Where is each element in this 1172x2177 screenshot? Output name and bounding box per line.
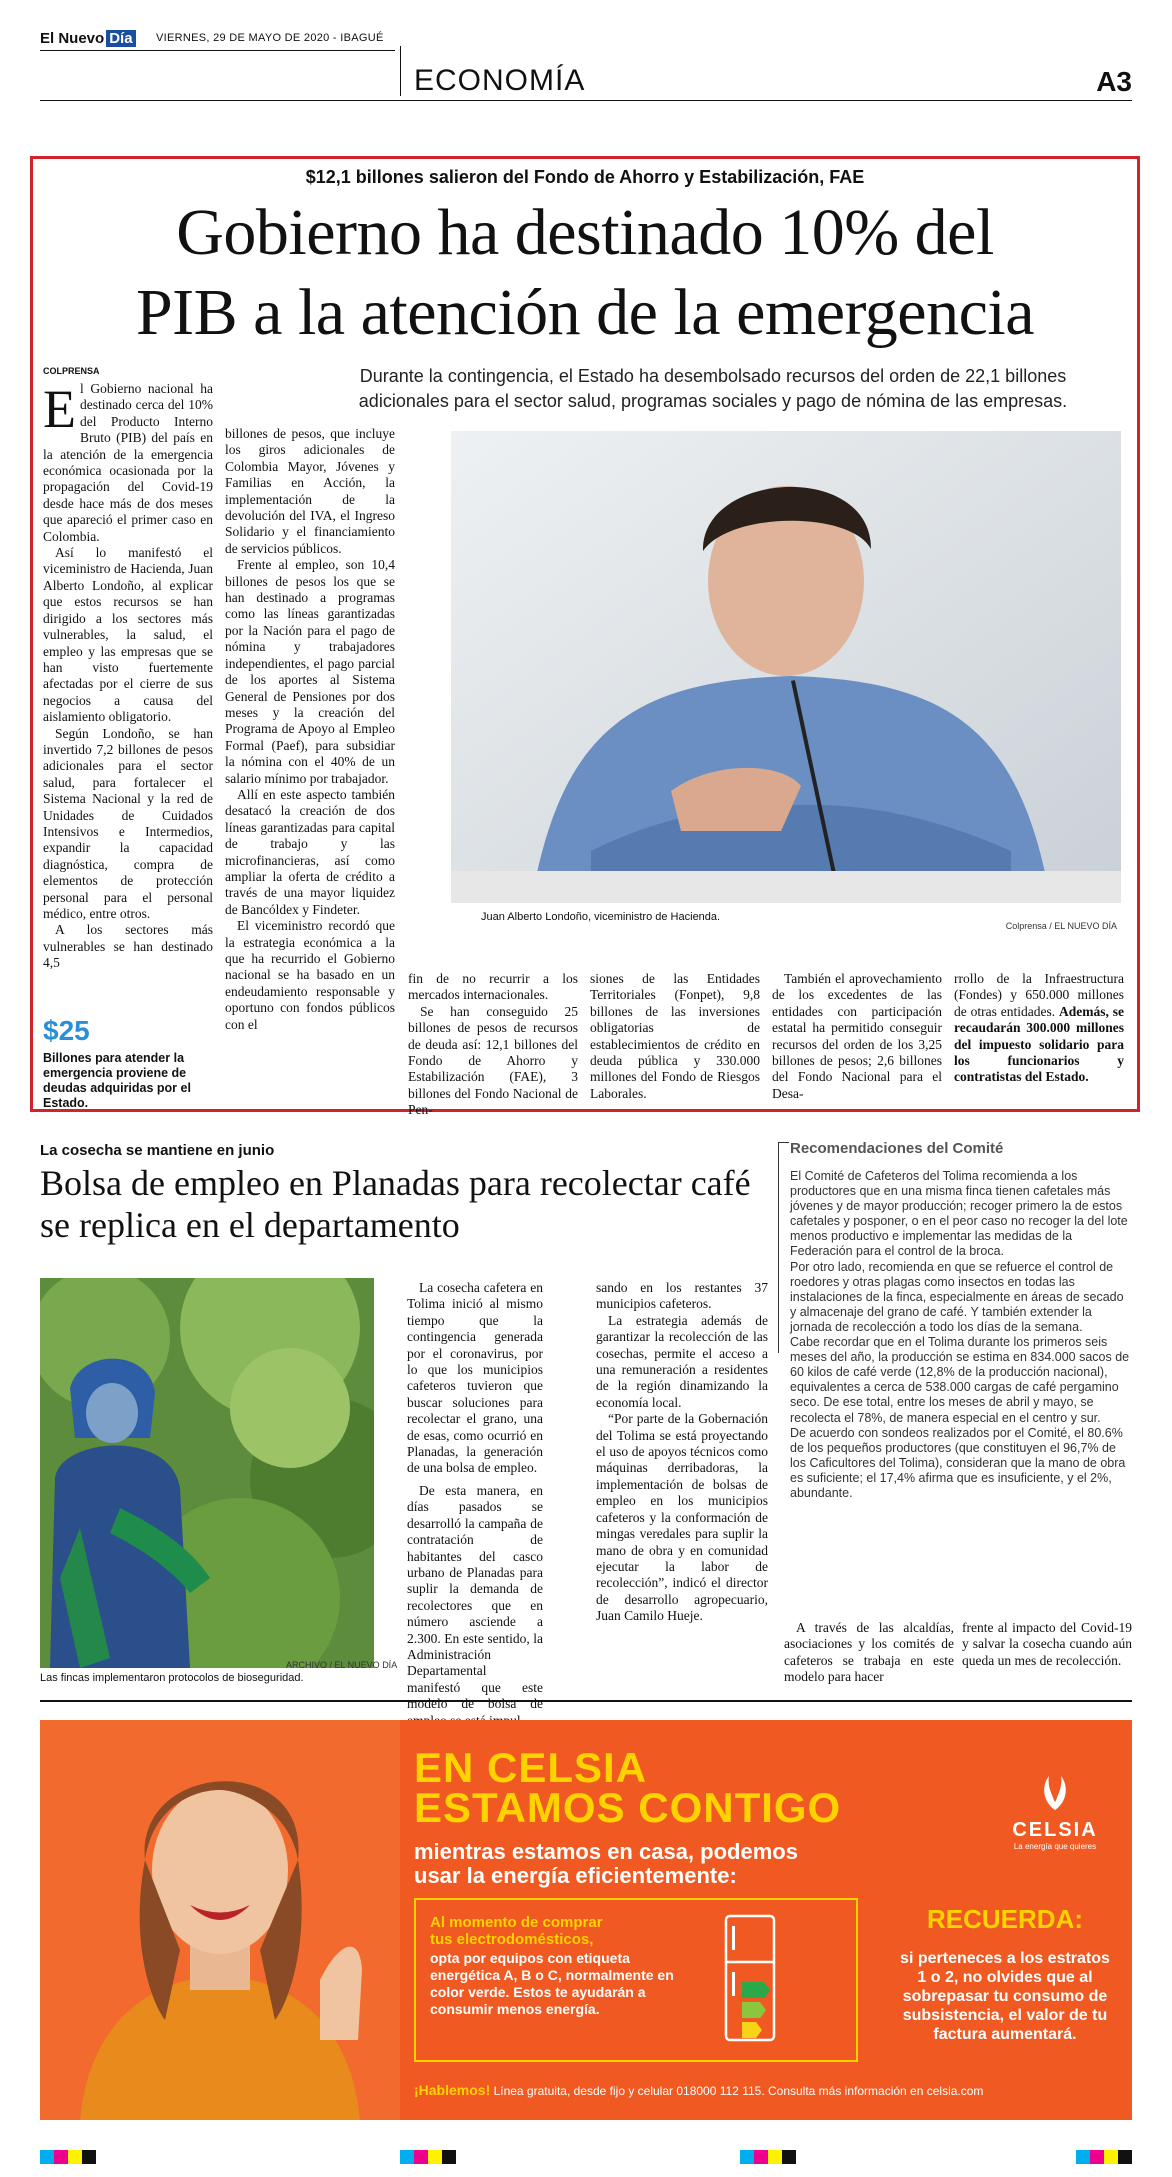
paragraph: Allí en este aspecto también desatacó la creación de dos líneas garantizadas para capital de trabajo y las microfinancieras, así como ampliar la oferta de crédito a través de una mayor liquidez de Bancóldex y Findeter. — [225, 786, 395, 917]
paragraph: billones de pesos, que incluye los giros adicionales de Colombia Mayor, Jóvenes y Familias en Acción, la implementación de la devolución del IVA, el Ingreso Solidario y el financiamiento de servicios públicos. — [225, 426, 395, 556]
byline: COLPRENSA — [43, 366, 100, 376]
paragraph: La estrategia además de garantizar la recolección de las cosechas, permite el acceso a una remuneración a residentes de la región dinamizando la economía local. — [596, 1312, 768, 1410]
story2-column-2 — [596, 1280, 768, 1625]
ad-title-line-1: EN CELSIA — [414, 1744, 648, 1791]
headline-line-2: PIB a la atención de la emergencia — [135, 276, 1035, 349]
sidebar-paragraph: Cabe recordar que en el Tolima durante los primeros seis meses del año, la producción se estima en 834.000 sacos de 60 kilos de café verde (12,8% de la producción nacional), equivalentes a cerca de 538.000 cargas de café pergamino seco. De ese total, entre los meses de abril y mayo, se recolecta el 78%, de manera especial en el centro y sur. — [790, 1335, 1130, 1425]
sidebar-title: Recomendaciones del Comité — [790, 1140, 1004, 1157]
sidebar-paragraph: Por otro lado, recomienda en que se refuerce el control de roedores y otras plagas como insectos en todas las instalaciones de la finca, especialmente en áreas de secado y almacenaje del grano de café. Y también extender la jornada de recolección a todo los días de la semana. — [790, 1259, 1124, 1334]
section-title: ECONOMÍA — [414, 64, 586, 97]
ad-subtitle — [414, 1840, 798, 1888]
story2-kicker: La cosecha se mantiene en junio — [40, 1142, 275, 1159]
sidebar-paragraph: De acuerdo con sondeos realizados por el Comité, el 80.6% de los pequeños productores (que constituyen el 96,7% de los Caficultores del Tolima), consideran que la mano de obra es suficiente; el 17,4% afirma que es insuficiente, y el 2%, abundante. — [790, 1425, 1126, 1500]
figure-description: Billones para atender la emergencia proviene de deudas adquiridas por el Estado. — [43, 1051, 191, 1110]
ad-separator-rule — [40, 1700, 1132, 1702]
celsia-advertisement — [40, 1720, 1132, 2120]
committee-recommendations-sidebar — [790, 1140, 1132, 1501]
ad-title — [414, 1744, 842, 1831]
paragraph: A través de las alcaldías, asociaciones y los comités de cafeteros se trabaja en este modelo para hacer — [784, 1620, 954, 1685]
tip-body: opta por equipos con etiqueta energética A, B o C, normalmente en color verde. Estos te ayudarán a consumir menos energía. — [430, 1950, 674, 2017]
print-color-bar — [40, 2150, 1132, 2164]
sidebar-paragraph: El Comité de Cafeteros del Tolima recomienda a los productores que en una misma finca tienen cafetales más jóvenes y de mayor producción; recoger primero la de estos cafetales y posponer, o en el peor caso no recoger la del lote menos productivo e implementar las medidas de la Federación para el control de la broca. — [790, 1169, 1128, 1259]
viceminister-photo — [451, 431, 1121, 903]
story2-column-4 — [962, 1620, 1132, 1669]
paragraph: Así lo manifestó el viceministro de Hacienda, Juan Alberto Londoño, al explicar que estos recursos se han dirigido a los sectores más vulnerables, la salud, el empleo y las empresas que se han visto fuertemente afectadas por el cierre de sus negocios a causa del aislamiento obligatorio. — [43, 545, 213, 725]
coffee-harvest-photo — [40, 1278, 374, 1668]
photo-credit: Colprensa / EL NUEVO DÍA — [1005, 921, 1117, 931]
paragraph: “Por parte de la Gobernación del Tolima se está proyectando el uso de apoyos técnicos como máquinas derribadoras, la implementación de bolsas de empleo en los municipios cafeteros y la conformación de mingas veredales para suplir la mano de obra y en comunidad ejecutar la labor de recolección”, indicó el director de desarrollo agropecuario, Juan Camilo Hueje. — [596, 1411, 768, 1624]
coffee-picker-image — [40, 1278, 374, 1668]
paragraph: También el aprovechamiento de los excedentes de las entidades con participación estatal ha permitido conseguir recursos del orden de los 3,25 billones de pesos; 2,6 billones del Fondo Nacional para el Desa- — [772, 971, 942, 1101]
paragraph: La cosecha cafetera en Tolima inició al mismo tiempo que la contingencia generada por el coronavirus, por lo que los municipios cafeteros tuvieron que buscar soluciones para recolectar el grano, una de esas, como ocurrió en Planadas, la generación de una bolsa de empleo. — [407, 1280, 543, 1476]
ad-contact-line — [414, 2082, 983, 2098]
paragraph: El viceministro recordó que la estrategia económica a la que ha recurrido el Gobierno nacional se ha basado en un endeudamiento responsable y oportuno con fondos públicos con el — [225, 918, 395, 1032]
paragraph: Según Londoño, se han invertido 7,2 billones de pesos adicionales para el sector salud, para fortalecer el Sistema Nacional y la red de Unidades de Cuidados Intensivos e Intermedios, expandir la capacidad diagnóstica, compra de elementos de protección personal para el personal médico, entre otros. — [43, 725, 213, 921]
logo-tagline: La energía que quieres — [1013, 1842, 1097, 1851]
smiling-woman-image — [40, 1720, 400, 2120]
brand-name-highlight: Día — [106, 30, 135, 47]
masthead-rule — [40, 100, 1132, 101]
page-number: A3 — [1096, 66, 1132, 97]
article-column-1 — [43, 381, 213, 972]
fridge-energy-label-icon — [720, 1912, 780, 2044]
brand-name: El Nuevo — [40, 30, 105, 47]
figure-value: $25 — [43, 1015, 90, 1046]
main-story-kicker: $12,1 billones salieron del Fondo de Ahorro y Estabilización, FAE — [305, 167, 865, 187]
sidebar-bracket — [778, 1142, 789, 1353]
reminder-title: RECUERDA: — [927, 1904, 1083, 1934]
celsia-logo — [1000, 1772, 1110, 1851]
paragraph: l Gobierno nacional ha destinado cerca del 10% del Producto Interno Bruto (PIB) del país en la atención de la emergencia económica ocasionada por la propagación del Covid-19 desde hace más de dos meses que apareció el primer caso en Colombia. — [43, 381, 213, 544]
portrait-image — [451, 431, 1121, 903]
paragraph: Se han conseguido 25 billones de pesos de recursos de deuda así: 12,1 billones del Fondo de Ahorro y Estabilización (FAE), 3 billones del Fondo Nacional de Pen- — [408, 1003, 578, 1118]
newspaper-logo — [40, 30, 136, 47]
ad-subtitle-line-2: usar la energía eficientemente: — [414, 1863, 737, 1888]
tip-heading — [430, 1914, 603, 1948]
section-separator — [400, 46, 401, 96]
article-column-2 — [225, 426, 395, 1033]
tip-heading-line-1: Al momento de comprar — [430, 1914, 603, 1931]
article-column-5 — [772, 971, 942, 1102]
reminder-body: si perteneces a los estratos 1 o 2, no olvides que al sobrepasar tu consumo de subsistencia, el valor de tu factura aumentará. — [900, 1950, 1110, 2043]
celsia-flame-icon — [1033, 1772, 1077, 1812]
paragraph: siones de las Entidades Territoriales (Fonpet), 9,8 billones de las inversiones obligatorias de establecimientos de crédito en deuda pública y 330.000 millones del Fondo de Riesgos Laborales. — [590, 971, 760, 1101]
contact-text: Línea gratuita, desde fijo y celular 018000 112 115. Consulta más información en celsia.com — [490, 2084, 984, 2098]
photo-caption: Las fincas implementaron protocolos de bioseguridad. — [40, 1672, 304, 1684]
photo-credit: ARCHIVO / EL NUEVO DÍA — [286, 1660, 398, 1670]
contact-lead: ¡Hablemos! — [414, 2082, 491, 2098]
main-story-headline — [33, 193, 1137, 353]
drop-cap: E — [43, 379, 76, 439]
headline-line-1: Gobierno ha destinado 10% del — [176, 196, 994, 269]
ad-subtitle-line-1: mientras estamos en casa, podemos — [414, 1839, 798, 1864]
paragraph: De esta manera, en días pasados se desarrolló la campaña de contratación de habitantes del casco urbano de Planadas para suplir la demanda de recolectores que en número asciende a 2.300. En este sentido, la Administración Departamental manifestó que este modelo de bolsa de — [407, 1482, 543, 1712]
tip-heading-line-2: tus electrodomésticos, — [430, 1931, 594, 1948]
dateline: VIERNES, 29 DE MAYO DE 2020 - IBAGUÉ — [156, 32, 384, 44]
article-column-4 — [590, 971, 760, 1102]
bold-paragraph: Además, se recaudarán 300.000 millones del impuesto solidario para los funcionarios y contratistas del Estado. — [954, 1003, 1125, 1085]
photo-caption: Juan Alberto Londoño, viceministro de Hacienda. — [481, 911, 721, 923]
story2-column-1 — [407, 1280, 543, 1729]
appliance-tip-box — [414, 1898, 858, 2062]
paragraph: frente al impacto del Covid-19 y salvar la cosecha cuando aún queda un mes de recolección. — [962, 1620, 1132, 1668]
top-rule — [40, 50, 395, 51]
main-story-box — [30, 156, 1140, 1118]
reminder-block — [900, 1904, 1110, 2044]
story2-headline: Bolsa de empleo en Planadas para recolectar café se replica en el departamento — [40, 1163, 751, 1245]
article-column-6 — [954, 971, 1124, 1086]
main-story-subhead: Durante la contingencia, el Estado ha desembolsado recursos del orden de 22,1 billones adicionales para el sector salud, programas sociales y pago de nómina de las empresas. — [358, 366, 1068, 411]
article-column-3 — [408, 971, 578, 1119]
paragraph: sando en los restantes 37 municipios cafeteros. — [596, 1280, 768, 1312]
ad-title-line-2: ESTAMOS CONTIGO — [414, 1784, 842, 1831]
paragraph: A los sectores más vulnerables se han destinado 4,5 — [43, 922, 213, 971]
paragraph: fin de no recurrir a los mercados internacionales. — [408, 971, 578, 1003]
masthead — [40, 28, 1132, 100]
paragraph: Frente al empleo, son 10,4 billones de pesos los que se han destinado a programas como las líneas garantizadas por la Nación para el pago de nómina y trabajadores independientes, el pago parcial de los aportes al Sistema General de Pensiones por dos meses y la creación del Programa de Apoyo al Empleo Formal (Paef), para subsidiar la nómina con el 40% de un salario mínimo por trabajador. — [225, 557, 395, 786]
key-figure — [43, 1015, 213, 1111]
paragraph: rrollo de la Infraestructura (Fondes) y 650.000 millones de otras entidades. — [954, 971, 1124, 1019]
sidebar-body — [790, 1169, 1132, 1501]
story2-column-3 — [784, 1620, 954, 1686]
logo-name: CELSIA — [1012, 1819, 1098, 1841]
